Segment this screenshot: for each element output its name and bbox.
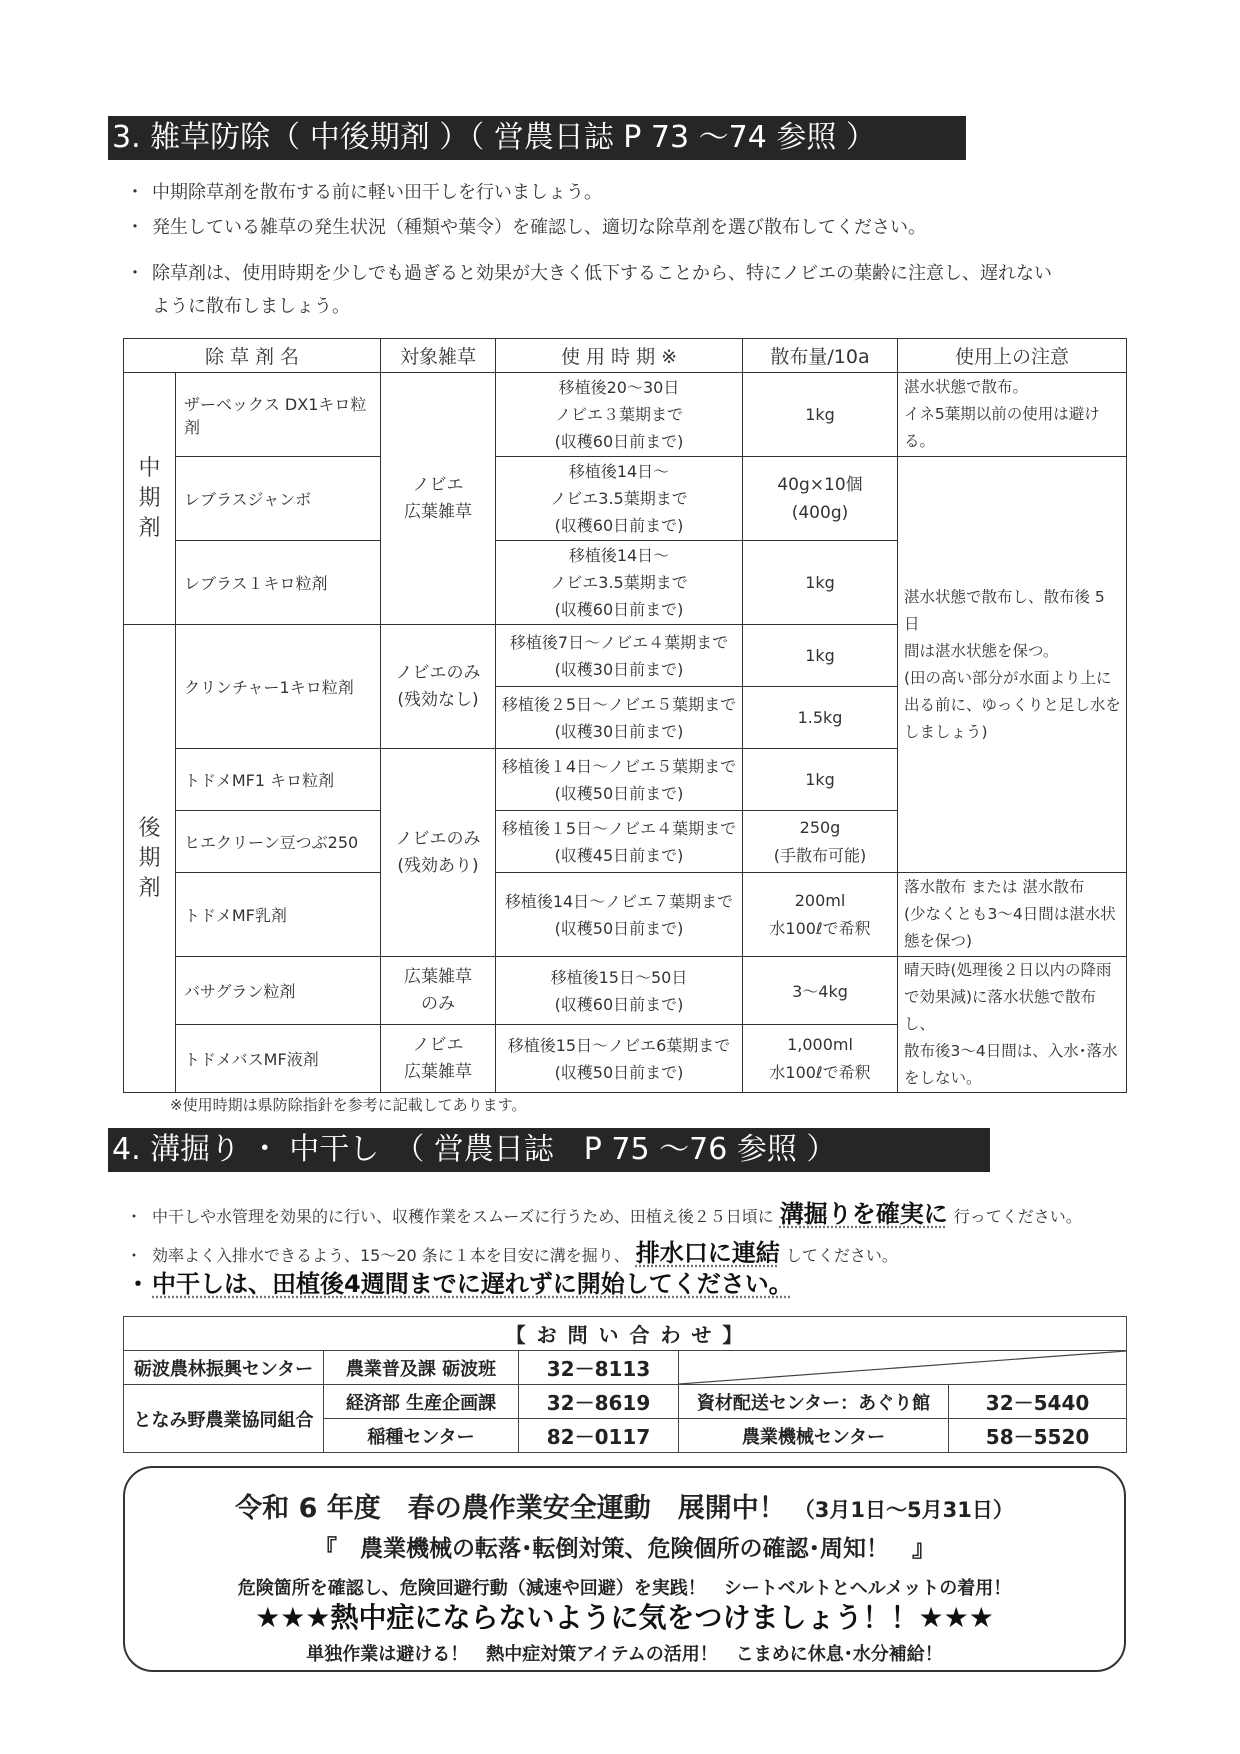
section-4-title: 4. 溝掘り ・ 中干し （ 営農日誌 P 75 ～76 参照 ） bbox=[112, 1132, 837, 1167]
header-target-weed: 対象雑草 bbox=[381, 339, 496, 373]
usage-period: 移植後14日～ノビエ７葉期まで (収穫50日前まで) bbox=[496, 873, 743, 957]
usage-period: 移植後15日～50日 (収穫60日前まで) bbox=[496, 957, 743, 1025]
header-herbicide-name: 除 草 剤 名 bbox=[124, 339, 381, 373]
safety-heading: 令和 6 年度 春の農作業安全運動 展開中！ （3月1日～5月31日） bbox=[235, 1493, 1014, 1524]
section-3-bullet-continued: ように散布しましょう。 bbox=[152, 296, 350, 317]
usage-period: 移植後２5日～ノビエ５葉期まで (収穫30日前まで) bbox=[496, 687, 743, 749]
amount: 1kg bbox=[743, 373, 898, 457]
safety-slogan: 『 農業機械の転落･転倒対策、危険個所の確認･周知！ 』 bbox=[314, 1536, 935, 1562]
herbicide-name: ヒエクリーン豆つぶ250 bbox=[176, 811, 381, 873]
heatstroke-warning: ★★★熱中症にならないように気をつけましょう！！★★★ bbox=[255, 1601, 994, 1634]
safety-dates: （3月1日～5月31日） bbox=[793, 1498, 1014, 1522]
target-weed: ノビエのみ (残効あり) bbox=[381, 749, 496, 957]
usage-period: 移植後20～30日 ノビエ３葉期まで (収穫60日前まで) bbox=[496, 373, 743, 457]
contact-empty-cell bbox=[679, 1351, 1127, 1385]
section-3-bullet: ・ 中期除草剤を散布する前に軽い田干しを行いましょう。 bbox=[126, 182, 602, 203]
section-4-bullet: ・ 効率よく入排水できるよう、15～20 条に１本を目安に溝を掘り、 排水口に連結 してください。 bbox=[126, 1239, 898, 1267]
herbicide-name: トドメMF1 キロ粒剤 bbox=[176, 749, 381, 811]
contact-dept: 農業普及課 砺波班 bbox=[324, 1351, 519, 1385]
contact-dept: 農業機械センター bbox=[679, 1419, 949, 1453]
amount: 1,000ml 水100ℓで希釈 bbox=[743, 1025, 898, 1093]
contact-org: となみ野農業協同組合 bbox=[124, 1385, 324, 1453]
emphasis-drain: 排水口に連結 bbox=[635, 1239, 780, 1267]
amount: 250g (手散布可能) bbox=[743, 811, 898, 873]
section-3-header bbox=[108, 116, 966, 160]
contact-tel: 58－5520 bbox=[949, 1419, 1127, 1453]
section-4-bullet: ・ 中干しや水管理を効果的に行い、収穫作業をスムーズに行うため、田植え後２５日頃に 溝掘りを確実に 行ってください。 bbox=[126, 1200, 1082, 1228]
contact-tel: 32－8619 bbox=[519, 1385, 679, 1419]
contact-tel: 82－0117 bbox=[519, 1419, 679, 1453]
group-mid-label: 中期剤 bbox=[124, 373, 176, 625]
target-weed: ノビエ 広葉雑草 bbox=[381, 1025, 496, 1093]
contact-tel: 32－5440 bbox=[949, 1385, 1127, 1419]
usage-period: 移植後１5日～ノビエ４葉期まで (収穫45日前まで) bbox=[496, 811, 743, 873]
herbicide-name: トドメMF乳剤 bbox=[176, 873, 381, 957]
usage-period: 移植後7日～ノビエ４葉期まで (収穫30日前まで) bbox=[496, 625, 743, 687]
safety-instruction: 危険箇所を確認し、危険回避行動（減速や回避）を実践！ シートベルトとヘルメットの着用！ bbox=[237, 1578, 1012, 1599]
amount: 1kg bbox=[743, 625, 898, 687]
target-weed: ノビエのみ (残効なし) bbox=[381, 625, 496, 749]
herbicide-name: トドメバスMF液剤 bbox=[176, 1025, 381, 1093]
herbicide-name: クリンチャー1キロ粒剤 bbox=[176, 625, 381, 749]
usage-period: 移植後14日～ ノビエ3.5葉期まで (収穫60日前まで) bbox=[496, 541, 743, 625]
contact-dept: 稲種センター bbox=[324, 1419, 519, 1453]
section-4-bullet: ・中干しは、田植後4週間までに遅れずに開始してください。 bbox=[126, 1270, 793, 1298]
contact-table bbox=[123, 1316, 1127, 1453]
amount: 1kg bbox=[743, 541, 898, 625]
contact-title: 【 お 問 い 合 わ せ 】 bbox=[124, 1317, 1127, 1351]
usage-period: 移植後15日～ノビエ6葉期まで (収穫50日前まで) bbox=[496, 1025, 743, 1093]
safety-campaign-box bbox=[123, 1466, 1126, 1672]
safety-tips: 単独作業は避ける！ 熱中症対策アイテムの活用！ こまめに休息･水分補給！ bbox=[306, 1644, 943, 1665]
amount: 200ml 水100ℓで希釈 bbox=[743, 873, 898, 957]
contact-dept: 資材配送センター：あぐり館 bbox=[679, 1385, 949, 1419]
usage-period: 移植後１4日～ノビエ５葉期まで (収穫50日前まで) bbox=[496, 749, 743, 811]
amount: 40g×10個 (400g) bbox=[743, 457, 898, 541]
target-weed: ノビエ 広葉雑草 bbox=[381, 373, 496, 625]
table-header-row bbox=[124, 339, 1127, 373]
table-row bbox=[124, 373, 1127, 457]
section-3-bullet: ・ 除草剤は、使用時期を少しでも過ぎると効果が大きく低下することから、特にノビエの葉齢に注意し、遅れない bbox=[126, 263, 1052, 284]
section-3-title: 3. 雑草防除（ 中後期剤 ）（ 営農日誌 P 73 ～74 参照 ） bbox=[112, 120, 876, 155]
amount: 1kg bbox=[743, 749, 898, 811]
usage-note: 湛水状態で散布。 イネ5葉期以前の使用は避ける。 bbox=[898, 373, 1127, 457]
diagonal-line bbox=[679, 1351, 1126, 1384]
contact-tel: 32－8113 bbox=[519, 1351, 679, 1385]
herbicide-name: レブラスジャンボ bbox=[176, 457, 381, 541]
herbicide-name: レブラス１キロ粒剤 bbox=[176, 541, 381, 625]
herbicide-table bbox=[123, 338, 1127, 1093]
table-footnote: ※使用時期は県防除指針を参考に記載してあります。 bbox=[170, 1096, 527, 1114]
amount: 3～4kg bbox=[743, 957, 898, 1025]
section-4-header bbox=[108, 1128, 990, 1172]
usage-note: 湛水状態で散布し、散布後 5 日 間は湛水状態を保つ。 (田の高い部分が水面より上に 出る前に、ゆっくりと足し水を しましょう) bbox=[898, 457, 1127, 873]
header-usage-period: 使 用 時 期 ※ bbox=[496, 339, 743, 373]
usage-note: 晴天時(処理後２日以内の降雨 で効果減)に落水状態で散布し、 散布後3～4日間は、入水･落水 をしない。 bbox=[898, 957, 1127, 1093]
header-amount: 散布量/10a bbox=[743, 339, 898, 373]
herbicide-name: ザーベックス DX1キロ粒剤 bbox=[176, 373, 381, 457]
section-3-bullet: ・ 発生している雑草の発生状況（種類や葉令）を確認し、適切な除草剤を選び散布してください。 bbox=[126, 217, 926, 238]
usage-period: 移植後14日～ ノビエ3.5葉期まで (収穫60日前まで) bbox=[496, 457, 743, 541]
amount: 1.5kg bbox=[743, 687, 898, 749]
target-weed: 広葉雑草 のみ bbox=[381, 957, 496, 1025]
table-row bbox=[124, 957, 1127, 1025]
header-notes: 使用上の注意 bbox=[898, 339, 1127, 373]
contact-dept: 経済部 生産企画課 bbox=[324, 1385, 519, 1419]
table-row bbox=[124, 873, 1127, 957]
herbicide-name: バサグラン粒剤 bbox=[176, 957, 381, 1025]
table-row bbox=[124, 457, 1127, 541]
group-late-label: 後期剤 bbox=[124, 625, 176, 1093]
contact-org: 砺波農林振興センター bbox=[124, 1351, 324, 1385]
emphasis-ditch: 溝掘りを確実に bbox=[779, 1200, 948, 1228]
usage-note: 落水散布 または 湛水散布 (少なくとも3～4日間は湛水状 態を保つ) bbox=[898, 873, 1127, 957]
